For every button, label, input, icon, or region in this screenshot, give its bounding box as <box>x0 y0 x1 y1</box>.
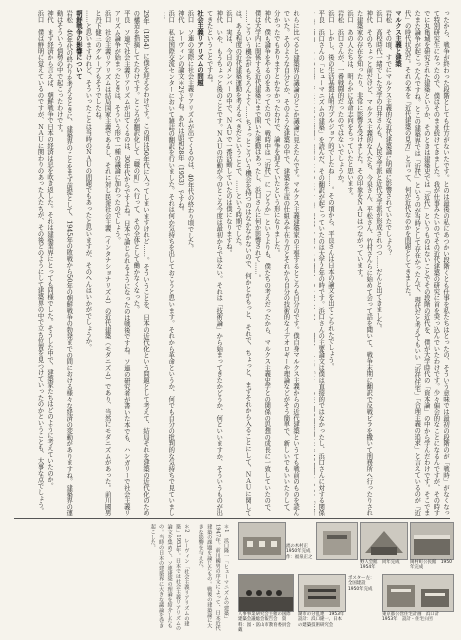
paragraph: ……こういう機会がもちろんよく……ちょっとこういう機会を持つのはなかなかないので、何かとかもっと、それで、ちょっと、まずそれから入ることにして、ＮＡＵに関しては、ある程度の近代建築運動を考えるべきだということで、……という時期でした。 <box>234 10 252 516</box>
photo-caption-4: 野人会館 同年完成 1954年 <box>360 560 404 571</box>
photo-caption-6: 湖市の分乱連 1953年 設計：浜口隆一、日本の建築技術研究会 <box>298 612 349 628</box>
photo-building-4 <box>410 522 454 560</box>
photo-housing <box>382 574 454 612</box>
paragraph: れらに比べると建築界の議論のどこか議論に見えたんです。マルクス主義建築家の主張するところも自分のです。僕自身マルクス主義からの近代建築というても戦前のものを読んでいた。そのような自分とか、そのような建築の中で、建築を生産の仕組みや在り方とそれから自分の技術的なイデオロギーや理論などがそう簡単で、新しいでもいいたりして、分かったでもありますとかなかったわけで、論争を迎えていたという形になりました。 <box>272 10 299 516</box>
section-heading: 朝鮮戦争の影響について <box>74 10 82 80</box>
paragraph: 浜口 しかし、後の生活基盤は明方プルジョア的でしたね……。その頃から、平良さんは日本の論文を出てこられたでしょう。 <box>326 10 334 370</box>
footnotes <box>14 524 230 632</box>
paragraph: ったから、戦争が終わった段階としても仕方がないたです。とのは最後の私にあつかい段階くとも仕事を私たちはとったの、そういう意味では最初の段階のが「戦時」がなくなって特別研究生になったので、僕はそのまま続けてきました。我が仕事みたいのでその近代建築の研究に首を突っ込んでいたわけです。少々偏会的なことになるんですが、その時すでに丸亀城を研究された建築というか、そのときは建築史では「近代」というものはないことでその段階の近代を、僕が大学時代の「資本論」の中から学んだわけです。そこでまたまた論争が起こったんですね。とこの建築界では「近代」というのが当時として存在かったんで、現代だと考えてもいい「近代住宅」「合理主義の追求」と言えているのが「近代」の時代状況だ。それの本を「近代建築の見方」と言って、何が近代なのかを問題としてきました。 <box>403 10 449 516</box>
paragraph: 神代 僕も論争をやるのをあってたので、戦時中は「近代」に「どうか」というよりも、僕たちの考えだったから、マルクス主義史学との関係の思想の成長に一致していたので、僕は大学内に関係する近代建築にまで開いた運動はあったし、浜口さんに何か影響されて……。 <box>253 10 271 516</box>
footnote-2: ＊2 レーヴィン「社会主義リアリズムの建築」1953年。日本では社会主義リアリズムの論文を集めて、ソ連建築の理論を紹介したもの。当時の日本の建築界に大きな議論を巻き起こした。 <box>149 524 190 631</box>
article-columns <box>14 10 450 516</box>
paragraph: 岩松 浜口さんが、一番戦闘的だったのではないでしょうか。 <box>336 10 344 187</box>
paragraph: 岩松 40年代の終わりを考えるときに、建築界のことをまず前提として、1945年の敗戦から50年の朝鮮戦争の勃発までの間における様々な経済の変動がありますね。建築界の運動はそういう情勢の中で起こったわけです。 <box>55 10 73 516</box>
paragraph: 浜口 ソ連の実際に社会主義リアリズムが出てくるのは、40年代の終わり頃でした。 <box>186 10 194 252</box>
paragraph: 浜口 実は、今日のメンバーの中で、ＮＡＵで一番活動していたのは僕になりますね。 <box>224 10 232 256</box>
footnote-divider <box>14 518 450 519</box>
paragraph: 神代 レーヴィンの論文＊2ですね。あれは昭和28年（1953）ですね。 <box>176 10 184 215</box>
paragraph: 平良 ソ連で社会主義リアリズムが出てくるのは、30年代からですよね。日本で論じられるようになったのは戦後ですね。ソ連の研究者が書いた本でも、ハンガリーで社会主義リアリズム論争が始まったときは、そういう形で一種の議論に加わったのでしょう。 <box>113 10 130 516</box>
column-right <box>314 10 450 516</box>
photo-grid <box>236 520 454 634</box>
section-heading: マルクス主義と建築 <box>394 10 402 67</box>
paragraph: 岩松 その頃、すでにマルクス主義的な近代建築論に明確に影響されていたでしょう？ <box>384 10 392 256</box>
photo-building-2 <box>316 522 358 560</box>
photo-building-1 <box>238 522 286 560</box>
paragraph: 29年（1954）に僕を迎えるわけです。この頃は50年代に入ってしまいますけれど……。そういうことを、日本の近代化という問題として考えて、結局それを建築の近代化のための構造を指摘してたわけです。ところが翻訳化して「職の町」へ行って、その全体として働かなくなった。 <box>132 10 149 516</box>
paragraph: 浜口 社会主義リアリズムは結局国家主義であるし、それに対し民衆社会主義（インタナショナリズム）の近代建築（モダニズム）であり、当然にモダニズムがあった。前川國男と丹下健三のグループもそうでしたね。 <box>94 10 111 516</box>
photo-caption-3: ポスター左：全国建設 1950年完成 <box>348 576 375 592</box>
paragraph: 平良 浜口さんの「ヒューマニズムの建築」を読んだ、その翻訳が起こっていたのは大学２年の時です。浜口さんの主要論文は僕は直接的ではなかったし、浜口さんに対する関係 <box>317 10 325 516</box>
paragraph: 浜口 あの人たちは、明らかに革命志向をもっていたと思います。 <box>346 10 354 199</box>
paragraph: 神代 そのちょっと前だけど、マルクス主義的な人たち、今泉さん、平松さん、竹村さんらに始めて会って話を聞いて、戦争末期に翻訳で反戦ビラを撒いて刑務所へ行ったりされた建築家の存在を知ったり、非常に影響を受けました。その印象をＮＡＵはつながっています。 <box>355 10 373 516</box>
photo-caption-7: 東京都公営住宅計画 浜口計 1953年 設計・住宅公団 <box>382 612 444 623</box>
photo-caption-5: 岡村町公民館 1950年完成 <box>410 560 452 571</box>
column-middle <box>164 10 300 516</box>
footnote-1: ＊1 浜口隆一「ヒューマニズムの建築」1947年。前川國男の序文によって、日本近代建築の課題を論じたもの。戦後の建築論に大きな影響を与えた。 <box>197 524 229 631</box>
photo-building-5 <box>298 574 346 612</box>
photo-meeting <box>238 574 294 612</box>
photo-building-3 <box>360 522 408 560</box>
photo-caption-1: 人事事業研究会主催の国際建築会議総会報告会 資料：図・富山市教育委員会蔵 <box>238 612 291 634</box>
paragraph: 浜口 私は国際交流センターにおいて雑誌の翻訳を行いました。それは何か気持ちを出しておこうと思います。それから革命というか、何でも自分の批判的な気持ちで見ていまし <box>167 10 175 516</box>
paragraph: 浜口 高校時代一緒でした文学の白井さんも、人民文学派と近代文学派が形成されつつ……だんと出てきました。 <box>374 10 382 332</box>
paragraph: 神代 まず経済から言えば、朝鮮戦争で日本の経済は息を吹き返した。それは建築業界にとっても同様でした。そうした中で、建築家たちはどのように考えていたのか。 <box>46 10 54 489</box>
photo-caption-2: 流の木村正 1950年完成 作：福泉正之 <box>286 544 315 560</box>
section-heading: 社会主義リアリズムの問題 <box>196 10 204 86</box>
column-left <box>14 10 150 516</box>
paragraph: 浜口 僕は鮮明に覚えているのですが、ＮＡＵに関わりのあった人たちが、その後どのようにして建築界の中で立ち位置を見つけていったのかということも、大事な点でしょう。 <box>36 10 44 514</box>
paragraph: ……と思いますけれど、そういったことは当時のＮＡＵの問題でもあったと思いますが、そのへんはいかがでしょうか。 <box>84 10 92 351</box>
paragraph: 神代 いや、もうちょっと後のことです。ＮＡＵの活動が今のところ今度は最初からではない。それは「技術論」から始まってきたかどうか、何といいますか、そういうものが出てきたということですね。 <box>205 10 223 516</box>
